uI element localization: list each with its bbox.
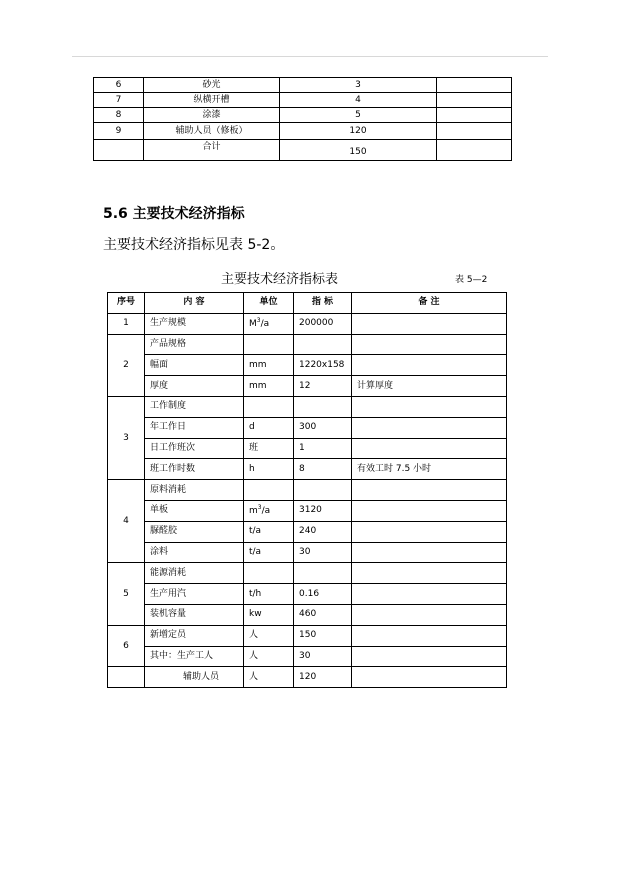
unit-cell: 人 — [244, 646, 294, 667]
unit-cell: mm — [244, 376, 294, 397]
col-header-index: 指 标 — [294, 293, 352, 314]
staff-count: 4 — [280, 93, 437, 108]
note-cell — [352, 417, 507, 438]
row-number: 5 — [108, 563, 145, 625]
content-cell: 辅助人员 — [145, 667, 244, 688]
value-cell: 240 — [294, 521, 352, 542]
table-row — [108, 604, 507, 625]
table-row — [108, 625, 507, 646]
content-cell: 装机容量 — [145, 604, 244, 625]
group-title: 工作制度 — [145, 396, 244, 417]
unit-superscript: 3 — [257, 504, 262, 512]
value-cell: 150 — [294, 625, 352, 646]
content-cell: 年工作日 — [145, 417, 244, 438]
note-cell: 有效工时 7.5 小时 — [352, 459, 507, 480]
note-cell — [437, 93, 512, 108]
row-number: 2 — [108, 334, 145, 396]
value-cell: 1 — [294, 438, 352, 459]
note-cell — [352, 521, 507, 542]
table-row — [108, 480, 507, 501]
content-cell: 厚度 — [145, 376, 244, 397]
value-cell: 3120 — [294, 500, 352, 521]
note-cell — [352, 355, 507, 376]
table-row — [108, 438, 507, 459]
content-cell: 生产用汽 — [145, 584, 244, 605]
value-cell: 120 — [294, 667, 352, 688]
total-row — [94, 140, 512, 161]
unit-cell: kw — [244, 604, 294, 625]
content-cell: 班工作时数 — [145, 459, 244, 480]
header-rule — [72, 56, 548, 57]
table-row — [108, 334, 507, 355]
note-cell — [352, 542, 507, 563]
content-cell: 脲醛胶 — [145, 521, 244, 542]
unit-cell — [244, 313, 294, 334]
table-row — [94, 93, 512, 108]
note-cell — [437, 140, 512, 161]
unit-rest: /a — [261, 506, 271, 517]
unit-cell — [244, 500, 294, 521]
col-header-unit: 单位 — [244, 293, 294, 314]
process-name: 砂光 — [144, 78, 280, 93]
value-cell: 460 — [294, 604, 352, 625]
col-header-no: 序号 — [108, 293, 145, 314]
row-number: 9 — [94, 123, 144, 140]
note-cell — [352, 604, 507, 625]
unit-cell: 人 — [244, 625, 294, 646]
unit-cell: h — [244, 459, 294, 480]
process-name: 辅助人员（修板） — [144, 123, 280, 140]
note-cell — [352, 625, 507, 646]
note-cell — [352, 438, 507, 459]
table-row — [108, 376, 507, 397]
note-cell — [352, 584, 507, 605]
row-number: 6 — [94, 78, 144, 93]
note-cell — [352, 313, 507, 334]
table-row — [108, 542, 507, 563]
row-number: 7 — [94, 93, 144, 108]
unit-cell: d — [244, 417, 294, 438]
value-cell: 200000 — [294, 313, 352, 334]
staff-count: 3 — [280, 78, 437, 93]
unit-superscript: 3 — [256, 317, 261, 325]
table-row — [108, 667, 507, 688]
unit-rest: /a — [260, 319, 270, 330]
table-row — [108, 396, 507, 417]
note-cell — [352, 667, 507, 688]
unit-base: m — [249, 506, 258, 517]
table-row — [94, 108, 512, 123]
content-cell: 涂料 — [145, 542, 244, 563]
unit-cell: t/a — [244, 521, 294, 542]
group-title: 原料消耗 — [145, 480, 244, 501]
value-cell: 300 — [294, 417, 352, 438]
row-number: 8 — [94, 108, 144, 123]
note-cell — [352, 646, 507, 667]
tech-economic-indicators-table — [107, 292, 507, 688]
value-cell: 8 — [294, 459, 352, 480]
note-cell — [437, 78, 512, 93]
note-cell — [352, 500, 507, 521]
table-row — [108, 313, 507, 334]
table-row — [108, 355, 507, 376]
table-row — [94, 123, 512, 140]
unit-cell: t/a — [244, 542, 294, 563]
total-value: 150 — [280, 140, 437, 161]
value-cell: 30 — [294, 542, 352, 563]
table-row — [108, 500, 507, 521]
row-number: 1 — [108, 313, 145, 334]
process-name: 涂漆 — [144, 108, 280, 123]
table-row — [94, 78, 512, 93]
note-cell — [437, 108, 512, 123]
section-heading: 5.6 主要技术经济指标 — [103, 206, 245, 222]
group-title: 能源消耗 — [145, 563, 244, 584]
content-cell: 日工作班次 — [145, 438, 244, 459]
unit-base: M — [249, 319, 257, 330]
table-row — [108, 563, 507, 584]
col-header-note: 备 注 — [352, 293, 507, 314]
table-caption: 主要技术经济指标表 — [221, 272, 339, 287]
unit-cell: 人 — [244, 667, 294, 688]
table-number: 表 5—2 — [455, 275, 488, 285]
unit-cell: t/h — [244, 584, 294, 605]
row-number — [94, 140, 144, 161]
row-number: 6 — [108, 625, 145, 667]
content-cell: 生产规模 — [145, 313, 244, 334]
content-cell: 新增定员 — [145, 625, 244, 646]
row-number: 4 — [108, 480, 145, 563]
staffing-table-continued — [93, 77, 512, 161]
process-name: 纵横开槽 — [144, 93, 280, 108]
table-row — [108, 646, 507, 667]
content-cell: 单板 — [145, 500, 244, 521]
table-row — [108, 521, 507, 542]
note-cell — [437, 123, 512, 140]
value-cell: 30 — [294, 646, 352, 667]
total-label: 合计 — [144, 140, 280, 161]
value-cell: 12 — [294, 376, 352, 397]
staff-count: 120 — [280, 123, 437, 140]
value-cell: 1220x158 — [294, 355, 352, 376]
table-header-row — [108, 293, 507, 314]
table-row — [108, 417, 507, 438]
value-cell: 0.16 — [294, 584, 352, 605]
unit-cell: 班 — [244, 438, 294, 459]
col-header-content: 内 容 — [145, 293, 244, 314]
content-cell: 幅面 — [145, 355, 244, 376]
content-cell: 其中：生产工人 — [145, 646, 244, 667]
note-cell: 计算厚度 — [352, 376, 507, 397]
section-paragraph: 主要技术经济指标见表 5-2。 — [103, 237, 285, 253]
unit-cell: mm — [244, 355, 294, 376]
row-number: 3 — [108, 396, 145, 479]
table-row — [108, 584, 507, 605]
staff-count: 5 — [280, 108, 437, 123]
group-title: 产品规格 — [145, 334, 244, 355]
table-row — [108, 459, 507, 480]
